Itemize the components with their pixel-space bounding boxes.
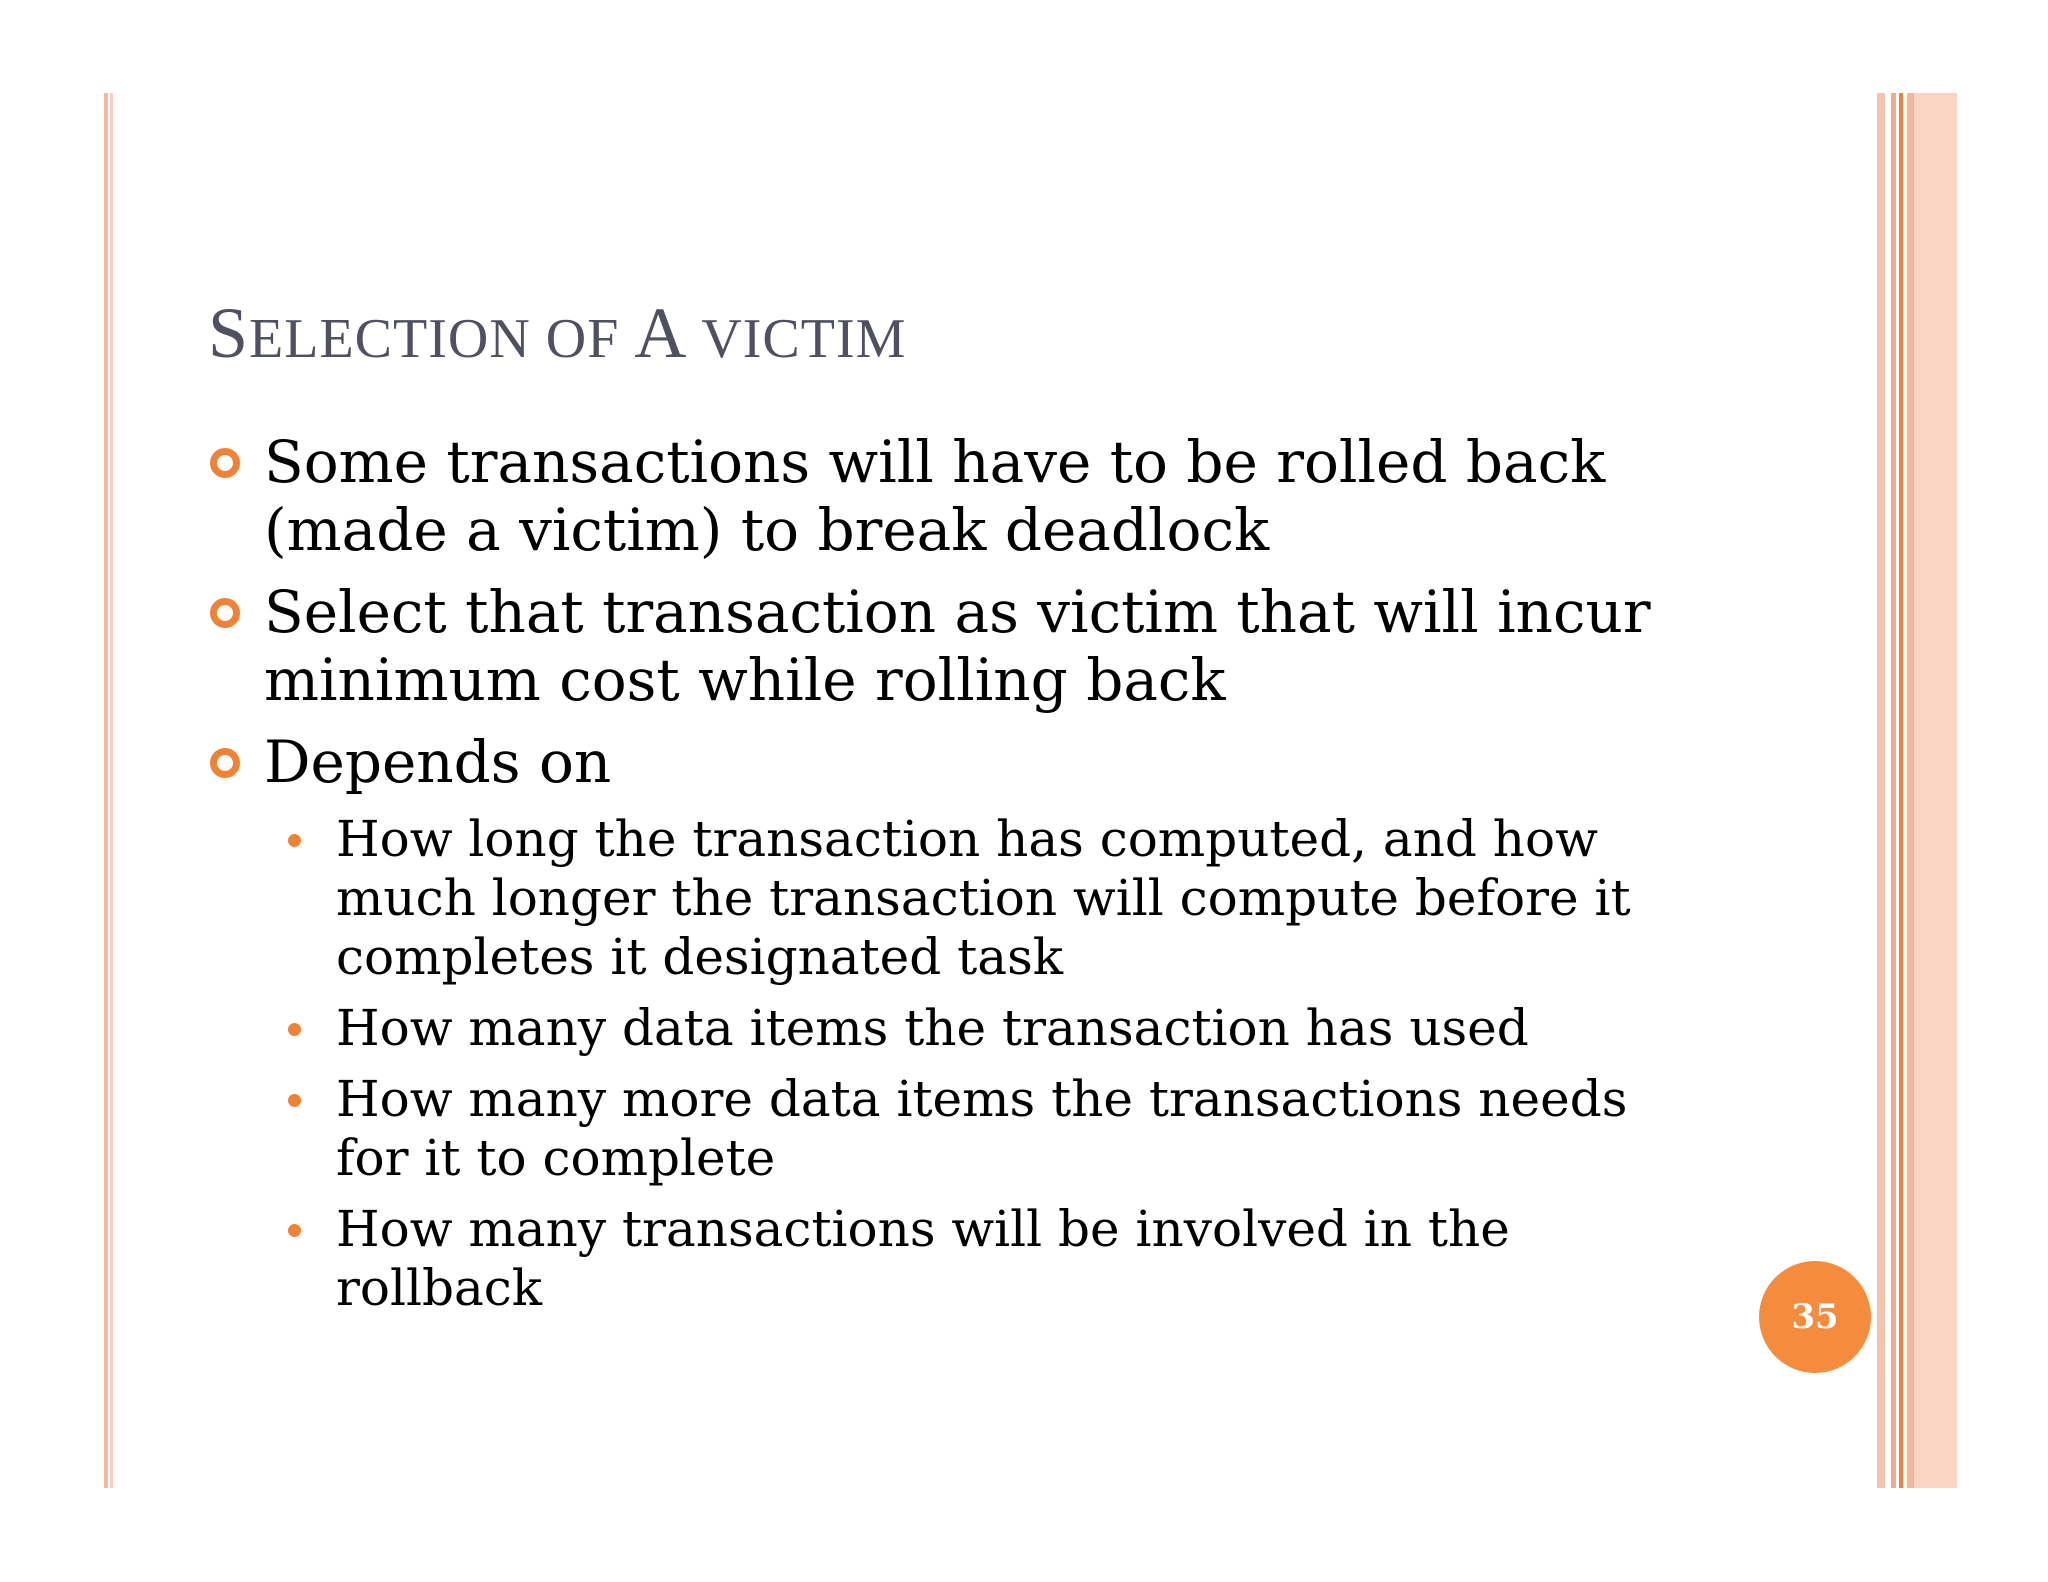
bullet-list xyxy=(208,428,1658,1330)
left-border-line xyxy=(104,93,108,1488)
sub-bullet-text: How many data items the transaction has used xyxy=(336,999,1529,1057)
right-border-band xyxy=(1877,93,1957,1488)
dot-bullet-icon xyxy=(288,834,301,847)
sub-bullet-text: How long the transaction has computed, and how much longer the transaction will compute before it completes it designated task xyxy=(336,810,1631,986)
bullet-item xyxy=(208,578,1658,714)
sub-bullet-item xyxy=(208,999,1658,1058)
slide-number: 35 xyxy=(1791,1297,1839,1337)
left-border-line-inner xyxy=(110,93,113,1488)
title-part: S xyxy=(208,293,250,373)
ring-bullet-icon xyxy=(210,748,240,778)
sub-bullet-list xyxy=(208,810,1658,1318)
title-part: VICTIM xyxy=(687,308,907,370)
dot-bullet-icon xyxy=(288,1224,301,1237)
sub-bullet-text: How many more data items the transactions needs for it to complete xyxy=(336,1070,1628,1187)
dot-bullet-icon xyxy=(288,1023,301,1036)
bullet-text: Depends on xyxy=(264,728,612,796)
ring-bullet-icon xyxy=(210,598,240,628)
sub-bullet-text: How many transactions will be involved in the rollback xyxy=(336,1200,1510,1317)
bullet-item xyxy=(208,728,1658,796)
sub-bullet-item xyxy=(208,1200,1658,1318)
slide-number-badge xyxy=(1759,1261,1871,1373)
title-part: ELECTION OF xyxy=(249,308,635,370)
bullet-text: Select that transaction as victim that will incur minimum cost while rolling back xyxy=(264,578,1651,714)
bullet-item xyxy=(208,428,1658,564)
bullet-text: Some transactions will have to be rolled back (made a victim) to break deadlock xyxy=(264,428,1606,564)
sub-bullet-item xyxy=(208,810,1658,987)
title-part: A xyxy=(634,293,688,373)
slide-title xyxy=(208,292,906,375)
sub-bullet-item xyxy=(208,1070,1658,1188)
dot-bullet-icon xyxy=(288,1094,301,1107)
ring-bullet-icon xyxy=(210,448,240,478)
